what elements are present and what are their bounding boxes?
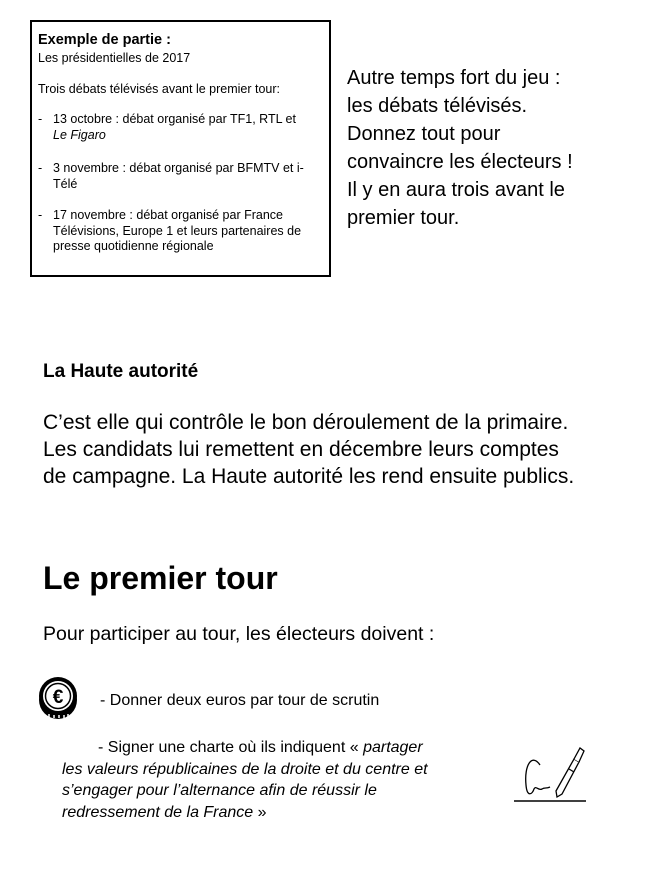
side-text-line: convaincre les électeurs !	[347, 151, 573, 173]
example-intro: Trois débats télévisés avant le premier tour:	[38, 82, 281, 96]
debate-item-text: 3 novembre : débat organisé par BFMTV et i-	[53, 161, 304, 175]
quote-text: partager	[363, 739, 423, 756]
haute-autorite-paragraph	[43, 409, 574, 490]
debate-item-text: presse quotidienne régionale	[53, 239, 214, 253]
debate-item-italic: Le Figaro	[53, 127, 106, 142]
premier-tour-intro: Pour participer au tour, les électeurs doivent :	[43, 623, 435, 645]
debate-item-text: 13 octobre : débat organisé par TF1, RTL et	[53, 112, 296, 126]
quote-text: les valeurs républicaines de la droite et du centre et	[62, 760, 428, 778]
haute-autorite-heading: La Haute autorité	[43, 361, 199, 382]
bullet-dash: -	[38, 112, 43, 126]
quote-text: s’engager pour l’alternance afin de réussir le	[62, 782, 377, 799]
bullet-dash: -	[38, 208, 43, 222]
svg-text:€: €	[52, 687, 64, 708]
requirement-sign-charter	[62, 737, 428, 823]
debate-item-1	[53, 112, 296, 143]
debate-item-2	[53, 161, 304, 192]
side-text-line: Il y en aura trois avant le	[347, 179, 565, 201]
debate-item-text: Télé	[53, 176, 78, 191]
side-text-line: les débats télévisés.	[347, 95, 528, 117]
signature-pen-icon	[512, 745, 588, 807]
side-text-line: Donnez tout pour	[347, 123, 501, 145]
example-subtitle: Les présidentielles de 2017	[38, 51, 191, 65]
requirement-text: - Signer une charte où ils indiquent «	[98, 739, 359, 756]
quote-text: redressement de la France	[62, 803, 254, 821]
side-text-line: premier tour.	[347, 207, 460, 229]
side-text-line: Autre temps fort du jeu :	[347, 67, 561, 89]
requirement-pay: - Donner deux euros par tour de scrutin	[100, 692, 380, 709]
example-box	[30, 20, 331, 277]
quote-close: »	[257, 803, 267, 821]
side-text	[347, 64, 573, 232]
premier-tour-heading: Le premier tour	[43, 560, 278, 596]
paragraph-line: C’est elle qui contrôle le bon déroulement de la primaire.	[43, 411, 569, 434]
debate-item-3	[53, 208, 301, 255]
euro-coin-icon	[37, 676, 79, 720]
paragraph-line: de campagne. La Haute autorité les rend ensuite publics.	[43, 465, 575, 488]
paragraph-line: Les candidats lui remettent en décembre leurs comptes	[43, 438, 559, 461]
debate-item-text: Télévisions, Europe 1 et leurs partenaires de	[53, 223, 302, 238]
example-title: Exemple de partie :	[38, 32, 171, 48]
bullet-dash: -	[38, 161, 43, 175]
debate-item-text: 17 novembre : débat organisé par France	[53, 208, 283, 222]
